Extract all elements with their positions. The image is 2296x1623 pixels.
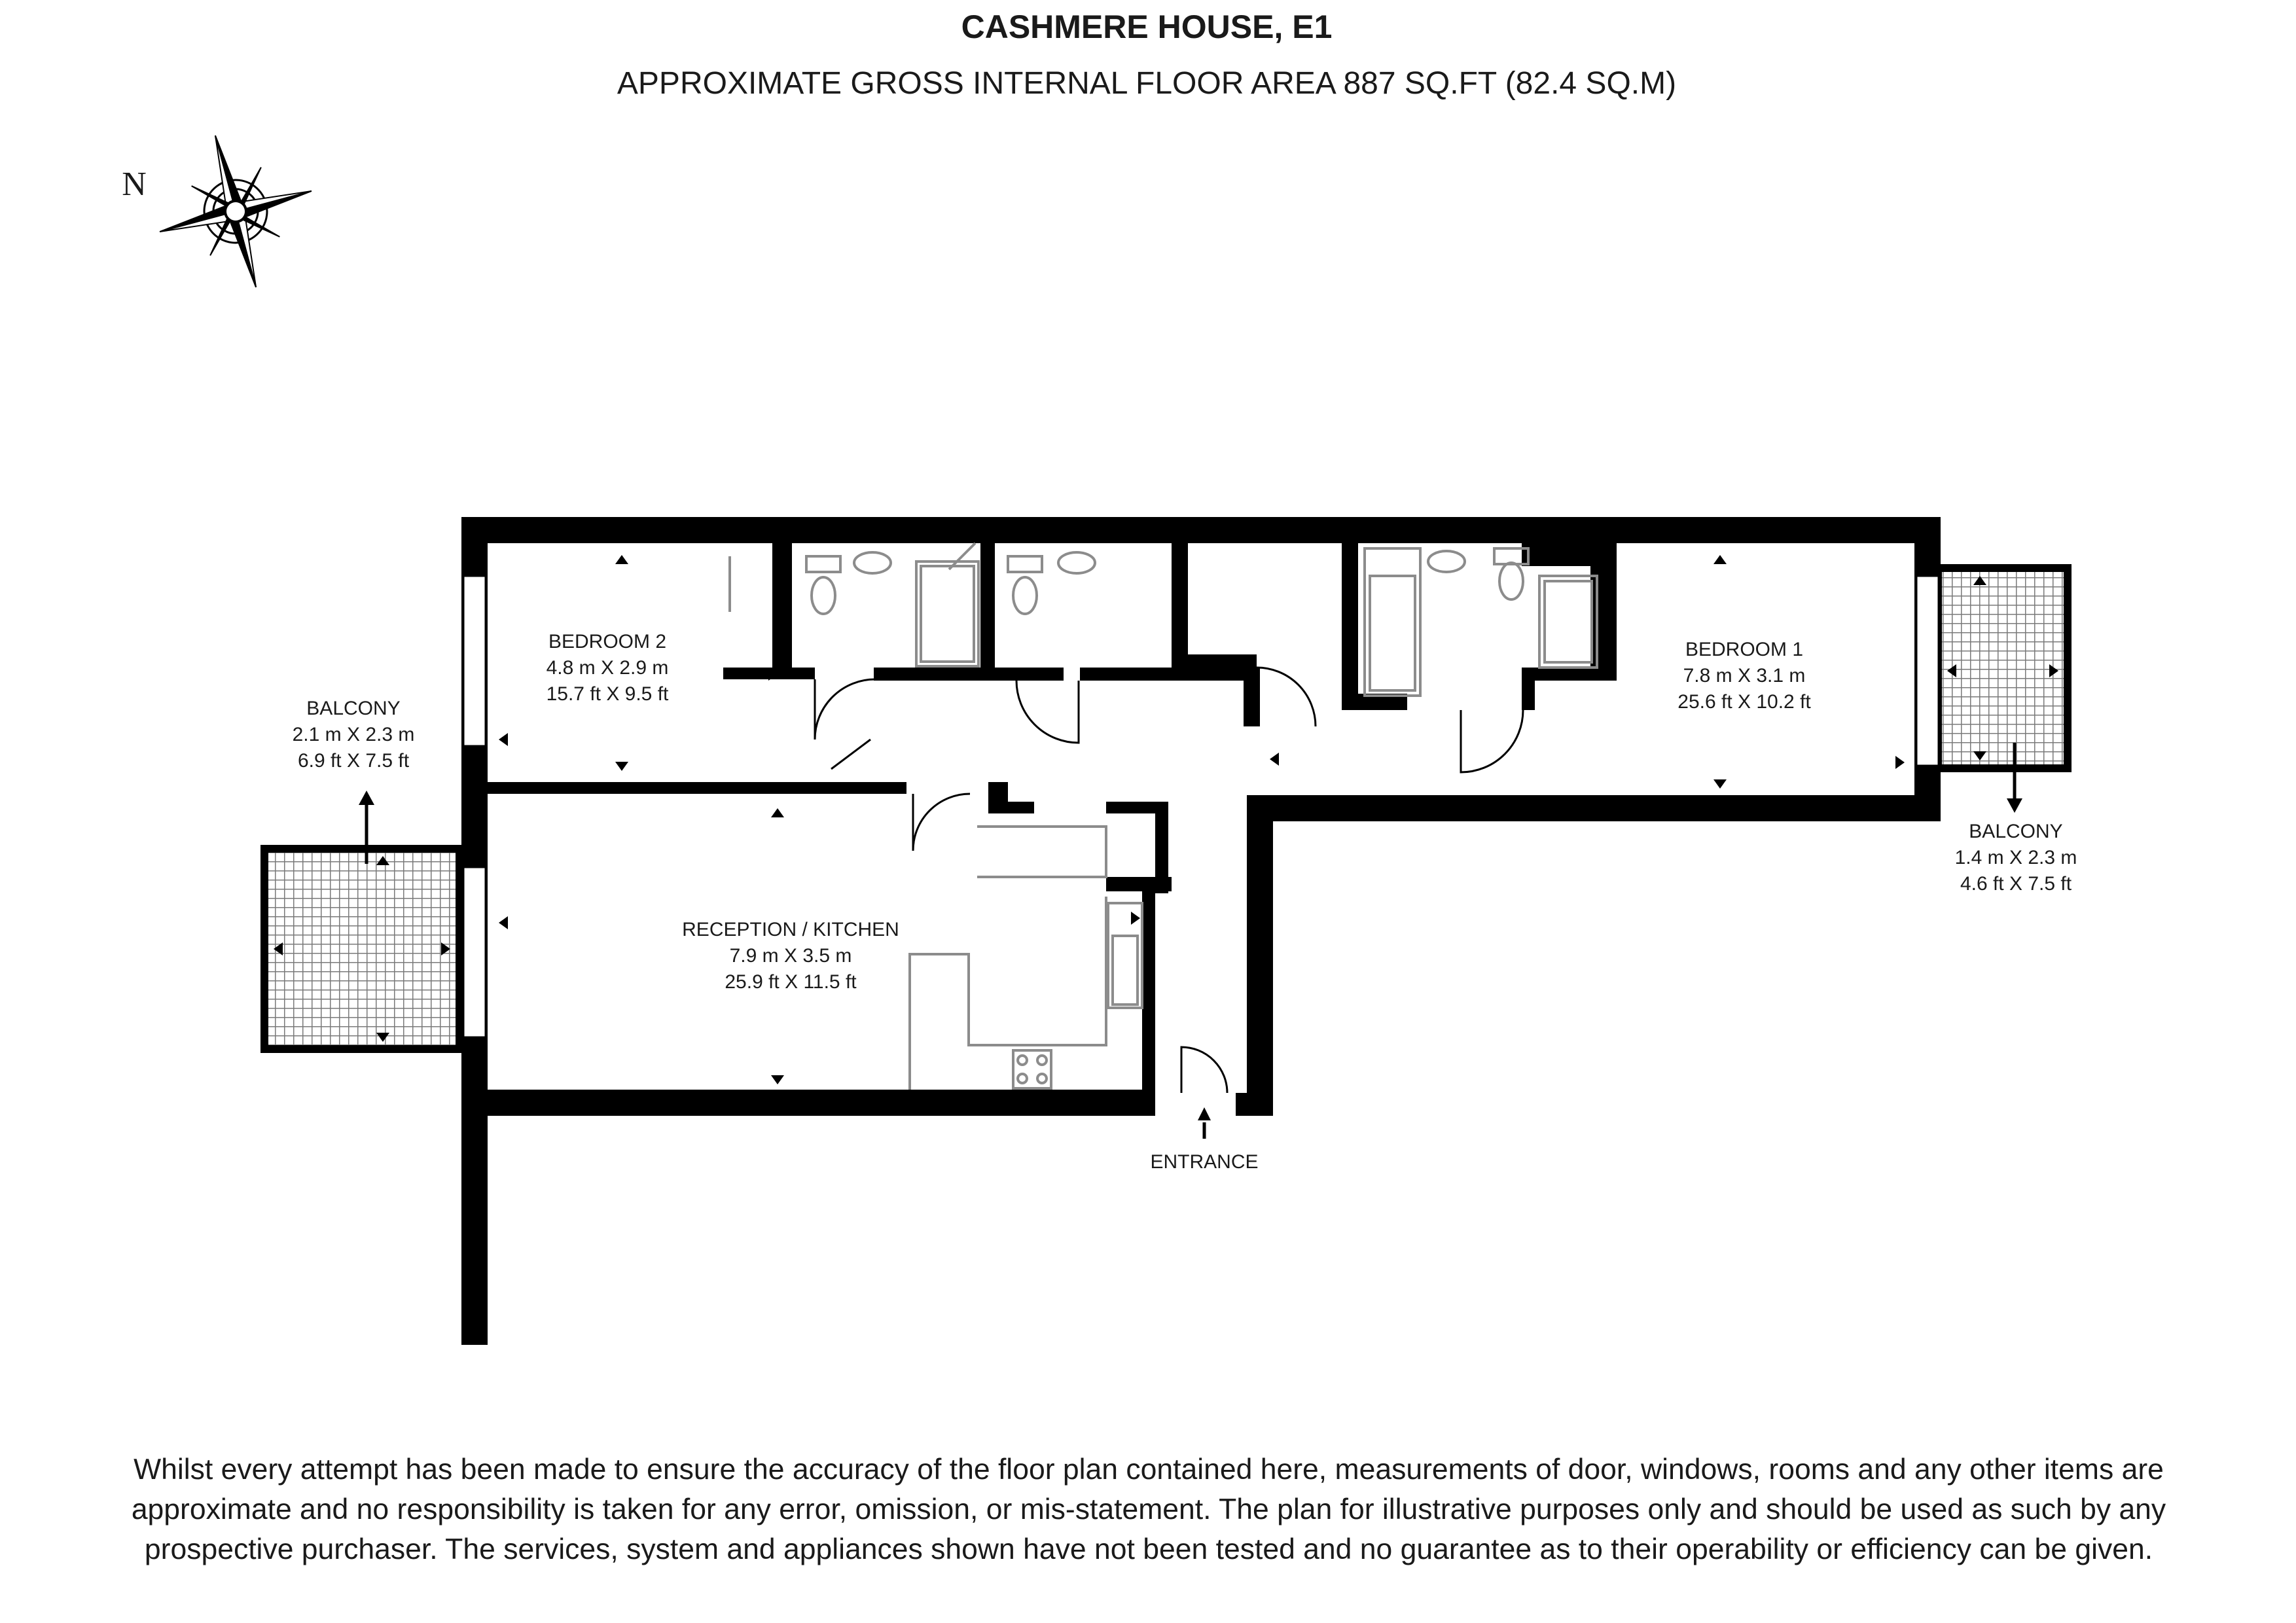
balcony-right-imperial: 4.6 ft X 7.5 ft [1960, 873, 2072, 895]
room-label-balcony-left [293, 698, 415, 772]
bedroom-1-name: BEDROOM 1 [1685, 639, 1804, 660]
bedroom-1-imperial: 25.6 ft X 10.2 ft [1677, 691, 1811, 713]
disclaimer-text: Whilst every attempt has been made to ensure the accuracy of the floor plan contained here, measurements of door, windows, rooms and any other items are approximate and no responsibility is taken for any error, omission, or mis-statement. The plan for illustrative purposes only and should be used as such by any prospective purchaser. The services, system and appliances shown have not been tested and no guarantee as to their operability or efficiency can be given. [131, 1454, 2166, 1565]
entrance-label: ENTRANCE [1150, 1151, 1259, 1173]
plan-title: CASHMERE HOUSE, E1 [961, 9, 1333, 45]
balcony-left-imperial: 6.9 ft X 7.5 ft [297, 750, 410, 772]
room-label-bedroom-2 [547, 631, 669, 705]
reception-imperial: 25.9 ft X 11.5 ft [725, 971, 857, 993]
balcony-left-name: BALCONY [306, 698, 401, 719]
room-label-balcony-right [1955, 821, 2077, 895]
balcony-right [1934, 564, 2072, 772]
reception-metric: 7.9 m X 3.5 m [729, 945, 852, 967]
balcony-right-metric: 1.4 m X 2.3 m [1954, 847, 2077, 868]
bedroom-2-name: BEDROOM 2 [548, 631, 667, 652]
room-label-reception-kitchen [682, 919, 899, 993]
room-label-bedroom-1 [1677, 639, 1811, 713]
balcony-right-name: BALCONY [1969, 821, 2063, 842]
north-label: N [122, 166, 147, 203]
plan-subtitle: APPROXIMATE GROSS INTERNAL FLOOR AREA 887 SQ.FT (82.4 SQ.M) [617, 66, 1677, 101]
balcony-left-metric: 2.1 m X 2.3 m [292, 724, 415, 745]
balcony-left [260, 845, 463, 1053]
reception-name: RECEPTION / KITCHEN [682, 919, 899, 940]
compass-rose-icon [139, 115, 332, 308]
bedroom-2-imperial: 15.7 ft X 9.5 ft [546, 683, 669, 705]
bedroom-1-metric: 7.8 m X 3.1 m [1683, 665, 1806, 687]
bedroom-2-metric: 4.8 m X 2.9 m [546, 657, 669, 679]
